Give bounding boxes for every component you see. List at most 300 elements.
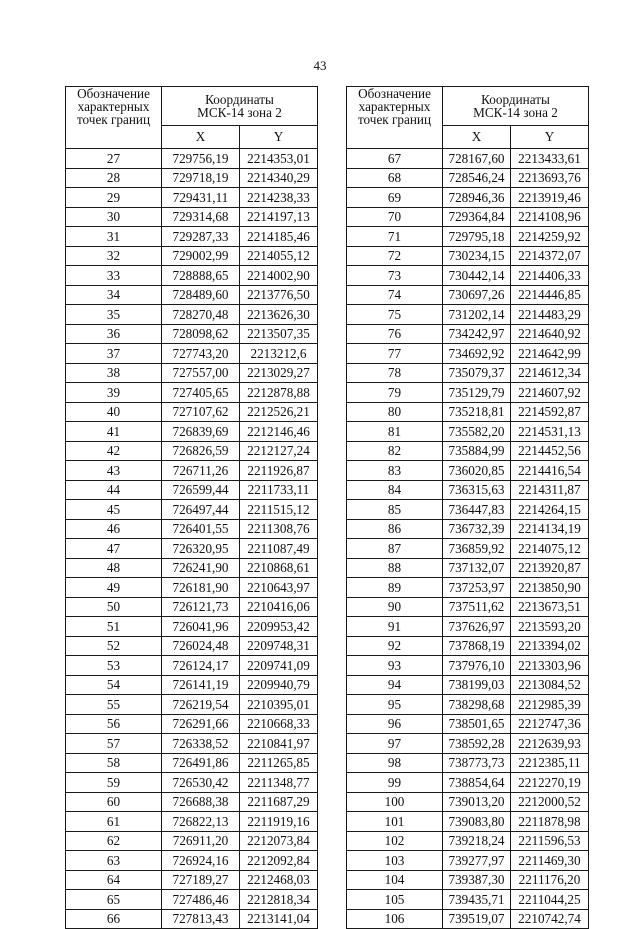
- point-number-cell: 32: [66, 246, 162, 266]
- table-row: [347, 890, 589, 910]
- point-number-cell: 53: [66, 656, 162, 676]
- point-number-cell: 87: [347, 539, 443, 559]
- y-coordinate-cell: 2214259,92: [511, 227, 589, 247]
- y-coordinate-cell: 2214238,33: [240, 188, 318, 208]
- table-row: [347, 500, 589, 520]
- table-row: [66, 422, 318, 442]
- x-coordinate-cell: 730697,26: [443, 285, 511, 305]
- x-coordinate-cell: 726688,38: [162, 792, 240, 812]
- x-coordinate-cell: 739519,07: [443, 909, 511, 929]
- table-row: [66, 266, 318, 286]
- point-number-cell: 46: [66, 519, 162, 539]
- point-number-cell: 97: [347, 734, 443, 754]
- x-coordinate-cell: 728946,36: [443, 188, 511, 208]
- table-row: [347, 675, 589, 695]
- point-number-cell: 93: [347, 656, 443, 676]
- y-coordinate-cell: 2214002,90: [240, 266, 318, 286]
- y-coordinate-cell: 2211087,49: [240, 539, 318, 559]
- point-number-cell: 51: [66, 617, 162, 637]
- x-header: X: [162, 126, 240, 149]
- coordinates-title: Координаты: [205, 91, 274, 107]
- point-number-cell: 66: [66, 909, 162, 929]
- x-coordinate-cell: 739083,80: [443, 812, 511, 832]
- table-row: [347, 480, 589, 500]
- x-coordinate-cell: 736020,85: [443, 461, 511, 481]
- table-row: [66, 812, 318, 832]
- table-row: [66, 461, 318, 481]
- y-coordinate-cell: 2212747,36: [511, 714, 589, 734]
- x-coordinate-cell: 726401,55: [162, 519, 240, 539]
- y-coordinate-cell: 2214592,87: [511, 402, 589, 422]
- y-coordinate-cell: 2213919,46: [511, 188, 589, 208]
- y-coordinate-cell: 2211265,85: [240, 753, 318, 773]
- table-row: [66, 617, 318, 637]
- table-row: [66, 714, 318, 734]
- x-coordinate-cell: 726924,16: [162, 851, 240, 871]
- point-number-cell: 38: [66, 363, 162, 383]
- table-body: [347, 149, 589, 929]
- x-coordinate-cell: 726320,95: [162, 539, 240, 559]
- y-coordinate-cell: 2212127,24: [240, 441, 318, 461]
- y-coordinate-cell: 2210416,06: [240, 597, 318, 617]
- table-row: [66, 792, 318, 812]
- point-number-cell: 86: [347, 519, 443, 539]
- x-coordinate-cell: 726219,54: [162, 695, 240, 715]
- table-row: [347, 578, 589, 598]
- y-coordinate-cell: 2209748,31: [240, 636, 318, 656]
- point-number-cell: 41: [66, 422, 162, 442]
- y-coordinate-cell: 2212000,52: [511, 792, 589, 812]
- point-number-cell: 83: [347, 461, 443, 481]
- table-row: [347, 363, 589, 383]
- point-number-cell: 106: [347, 909, 443, 929]
- x-coordinate-cell: 730442,14: [443, 266, 511, 286]
- x-coordinate-cell: 735129,79: [443, 383, 511, 403]
- y-coordinate-cell: 2213303,96: [511, 656, 589, 676]
- x-coordinate-cell: 726491,86: [162, 753, 240, 773]
- header-line-2: характерных: [358, 99, 431, 115]
- header-line-1: Обозначение: [77, 86, 150, 101]
- table-row: [347, 617, 589, 637]
- x-coordinate-cell: 737511,62: [443, 597, 511, 617]
- y-coordinate-cell: 2209741,09: [240, 656, 318, 676]
- y-header: Y: [240, 126, 318, 149]
- table-row: [347, 188, 589, 208]
- table-row: [347, 539, 589, 559]
- point-number-cell: 64: [66, 870, 162, 890]
- y-coordinate-cell: 2210643,97: [240, 578, 318, 598]
- x-coordinate-cell: 726338,52: [162, 734, 240, 754]
- x-coordinate-cell: 737253,97: [443, 578, 511, 598]
- header-line-3: точек границ: [357, 112, 432, 128]
- x-coordinate-cell: 728098,62: [162, 324, 240, 344]
- y-coordinate-cell: 2213593,20: [511, 617, 589, 637]
- y-coordinate-cell: 2214134,19: [511, 519, 589, 539]
- y-coordinate-cell: 2209953,42: [240, 617, 318, 637]
- table-row: [347, 168, 589, 188]
- point-number-cell: 61: [66, 812, 162, 832]
- table-row: [66, 558, 318, 578]
- x-coordinate-cell: 727743,20: [162, 344, 240, 364]
- x-coordinate-cell: 739013,20: [443, 792, 511, 812]
- x-coordinate-cell: 726024,48: [162, 636, 240, 656]
- y-coordinate-cell: 2214612,34: [511, 363, 589, 383]
- coordinate-system: МСК-14 зона 2: [473, 105, 558, 120]
- point-number-cell: 74: [347, 285, 443, 305]
- y-coordinate-cell: 2213212,6: [240, 344, 318, 364]
- y-coordinate-cell: 2212385,11: [511, 753, 589, 773]
- y-coordinate-cell: 2213433,61: [511, 149, 589, 169]
- y-coordinate-cell: 2214483,29: [511, 305, 589, 325]
- y-coordinate-cell: 2213673,51: [511, 597, 589, 617]
- x-coordinate-cell: 726241,90: [162, 558, 240, 578]
- page-number: 43: [313, 58, 327, 73]
- y-coordinate-cell: 2214406,33: [511, 266, 589, 286]
- coordinates-header: [162, 87, 318, 126]
- table-row: [66, 168, 318, 188]
- y-coordinate-cell: 2213029,27: [240, 363, 318, 383]
- y-coordinate-cell: 2214640,92: [511, 324, 589, 344]
- point-number-cell: 71: [347, 227, 443, 247]
- table-row: [347, 422, 589, 442]
- point-number-cell: 89: [347, 578, 443, 598]
- y-coordinate-cell: 2213141,04: [240, 909, 318, 929]
- table-row: [66, 734, 318, 754]
- table-row: [347, 831, 589, 851]
- table-row: [347, 441, 589, 461]
- coordinates-title: Координаты: [481, 91, 550, 107]
- x-coordinate-cell: 726911,20: [162, 831, 240, 851]
- point-number-cell: 94: [347, 675, 443, 695]
- x-coordinate-cell: 726121,73: [162, 597, 240, 617]
- point-number-cell: 103: [347, 851, 443, 871]
- table-row: [66, 656, 318, 676]
- table-row: [347, 305, 589, 325]
- point-number-cell: 33: [66, 266, 162, 286]
- y-coordinate-cell: 2211469,30: [511, 851, 589, 871]
- x-coordinate-cell: 727107,62: [162, 402, 240, 422]
- point-number-cell: 81: [347, 422, 443, 442]
- point-number-cell: 37: [66, 344, 162, 364]
- table-header: [66, 87, 318, 149]
- y-coordinate-cell: 2214340,29: [240, 168, 318, 188]
- point-number-cell: 82: [347, 441, 443, 461]
- table-row: [66, 851, 318, 871]
- table-row: [347, 149, 589, 169]
- coordinates-table-right: [346, 86, 589, 929]
- table-row: [66, 753, 318, 773]
- y-coordinate-cell: 2214531,13: [511, 422, 589, 442]
- table-row: [347, 714, 589, 734]
- point-number-cell: 79: [347, 383, 443, 403]
- table-row: [66, 480, 318, 500]
- x-coordinate-cell: 731202,14: [443, 305, 511, 325]
- y-coordinate-cell: 2209940,79: [240, 675, 318, 695]
- x-coordinate-cell: 739387,30: [443, 870, 511, 890]
- y-coordinate-cell: 2211596,53: [511, 831, 589, 851]
- table-row: [66, 773, 318, 793]
- x-coordinate-cell: 729431,11: [162, 188, 240, 208]
- x-coordinate-cell: 737868,19: [443, 636, 511, 656]
- point-number-cell: 68: [347, 168, 443, 188]
- table-row: [347, 383, 589, 403]
- point-number-cell: 91: [347, 617, 443, 637]
- point-number-cell: 29: [66, 188, 162, 208]
- point-number-cell: 36: [66, 324, 162, 344]
- x-coordinate-cell: 729002,99: [162, 246, 240, 266]
- y-coordinate-cell: 2211308,76: [240, 519, 318, 539]
- y-coordinate-cell: 2214108,96: [511, 207, 589, 227]
- x-coordinate-cell: 738773,73: [443, 753, 511, 773]
- x-coordinate-cell: 727486,46: [162, 890, 240, 910]
- y-coordinate-cell: 2212146,46: [240, 422, 318, 442]
- y-coordinate-cell: 2214264,15: [511, 500, 589, 520]
- x-coordinate-cell: 726181,90: [162, 578, 240, 598]
- table-row: [66, 363, 318, 383]
- y-coordinate-cell: 2214452,56: [511, 441, 589, 461]
- coordinates-header: [443, 87, 589, 126]
- coordinates-table-left: [65, 86, 318, 929]
- table-row: [66, 285, 318, 305]
- table-row: [347, 870, 589, 890]
- point-number-cell: 80: [347, 402, 443, 422]
- y-coordinate-cell: 2213626,30: [240, 305, 318, 325]
- table-row: [66, 149, 318, 169]
- x-coordinate-cell: 738199,03: [443, 675, 511, 695]
- table-row: [66, 402, 318, 422]
- point-number-cell: 35: [66, 305, 162, 325]
- x-coordinate-cell: 737626,97: [443, 617, 511, 637]
- table-row: [347, 207, 589, 227]
- table-row: [347, 656, 589, 676]
- y-coordinate-cell: 2211176,20: [511, 870, 589, 890]
- y-coordinate-cell: 2214075,12: [511, 539, 589, 559]
- table-row: [347, 792, 589, 812]
- y-coordinate-cell: 2214607,92: [511, 383, 589, 403]
- table-row: [347, 909, 589, 929]
- y-coordinate-cell: 2211515,12: [240, 500, 318, 520]
- point-number-cell: 58: [66, 753, 162, 773]
- table-row: [347, 344, 589, 364]
- table-row: [347, 324, 589, 344]
- x-coordinate-cell: 727189,27: [162, 870, 240, 890]
- point-number-cell: 48: [66, 558, 162, 578]
- point-number-cell: 70: [347, 207, 443, 227]
- y-coordinate-cell: 2214642,99: [511, 344, 589, 364]
- y-coordinate-cell: 2212092,84: [240, 851, 318, 871]
- point-number-cell: 39: [66, 383, 162, 403]
- point-number-cell: 60: [66, 792, 162, 812]
- x-coordinate-cell: 737976,10: [443, 656, 511, 676]
- point-number-cell: 57: [66, 734, 162, 754]
- table-row: [66, 383, 318, 403]
- x-coordinate-cell: 737132,07: [443, 558, 511, 578]
- point-number-cell: 99: [347, 773, 443, 793]
- y-coordinate-cell: 2213850,90: [511, 578, 589, 598]
- table-row: [66, 344, 318, 364]
- y-coordinate-cell: 2214197,13: [240, 207, 318, 227]
- table-row: [347, 636, 589, 656]
- x-coordinate-cell: 727557,00: [162, 363, 240, 383]
- point-number-cell: 52: [66, 636, 162, 656]
- y-coordinate-cell: 2211878,98: [511, 812, 589, 832]
- y-coordinate-cell: 2212468,03: [240, 870, 318, 890]
- table-row: [66, 519, 318, 539]
- point-number-cell: 84: [347, 480, 443, 500]
- table-row: [347, 753, 589, 773]
- table-row: [347, 285, 589, 305]
- table-row: [66, 909, 318, 929]
- table-row: [66, 695, 318, 715]
- x-coordinate-cell: 734242,97: [443, 324, 511, 344]
- y-coordinate-cell: 2211348,77: [240, 773, 318, 793]
- point-number-cell: 62: [66, 831, 162, 851]
- x-coordinate-cell: 729287,33: [162, 227, 240, 247]
- x-coordinate-cell: 727813,43: [162, 909, 240, 929]
- x-coordinate-cell: 726041,96: [162, 617, 240, 637]
- x-coordinate-cell: 726822,13: [162, 812, 240, 832]
- point-number-cell: 28: [66, 168, 162, 188]
- point-number-cell: 55: [66, 695, 162, 715]
- y-coordinate-cell: 2210841,97: [240, 734, 318, 754]
- y-coordinate-cell: 2212878,88: [240, 383, 318, 403]
- x-coordinate-cell: 726530,42: [162, 773, 240, 793]
- y-coordinate-cell: 2212818,34: [240, 890, 318, 910]
- x-coordinate-cell: 728167,60: [443, 149, 511, 169]
- x-coordinate-cell: 726124,17: [162, 656, 240, 676]
- y-coordinate-cell: 2210668,33: [240, 714, 318, 734]
- point-number-cell: 44: [66, 480, 162, 500]
- point-number-cell: 75: [347, 305, 443, 325]
- y-coordinate-cell: 2214055,12: [240, 246, 318, 266]
- header-line-3: точек границ: [76, 112, 151, 128]
- y-coordinate-cell: 2212073,84: [240, 831, 318, 851]
- y-coordinate-cell: 2210395,01: [240, 695, 318, 715]
- point-number-cell: 42: [66, 441, 162, 461]
- header-line-1: Обозначение: [358, 86, 431, 101]
- x-coordinate-cell: 736447,83: [443, 500, 511, 520]
- point-label-header: [66, 87, 162, 149]
- y-coordinate-cell: 2214446,85: [511, 285, 589, 305]
- table-row: [66, 246, 318, 266]
- x-coordinate-cell: 729756,19: [162, 149, 240, 169]
- point-number-cell: 92: [347, 636, 443, 656]
- x-coordinate-cell: 727405,65: [162, 383, 240, 403]
- point-number-cell: 49: [66, 578, 162, 598]
- table-row: [66, 188, 318, 208]
- table-row: [66, 324, 318, 344]
- point-number-cell: 34: [66, 285, 162, 305]
- x-coordinate-cell: 730234,15: [443, 246, 511, 266]
- table-row: [66, 441, 318, 461]
- x-coordinate-cell: 726599,44: [162, 480, 240, 500]
- table-row: [347, 558, 589, 578]
- point-number-cell: 76: [347, 324, 443, 344]
- x-header: X: [443, 126, 511, 149]
- table-row: [66, 636, 318, 656]
- point-number-cell: 90: [347, 597, 443, 617]
- point-number-cell: 47: [66, 539, 162, 559]
- point-number-cell: 105: [347, 890, 443, 910]
- x-coordinate-cell: 726711,26: [162, 461, 240, 481]
- y-coordinate-cell: 2212526,21: [240, 402, 318, 422]
- x-coordinate-cell: 726826,59: [162, 441, 240, 461]
- point-number-cell: 77: [347, 344, 443, 364]
- point-number-cell: 50: [66, 597, 162, 617]
- y-coordinate-cell: 2214416,54: [511, 461, 589, 481]
- y-coordinate-cell: 2214372,07: [511, 246, 589, 266]
- point-number-cell: 102: [347, 831, 443, 851]
- x-coordinate-cell: 736732,39: [443, 519, 511, 539]
- point-number-cell: 85: [347, 500, 443, 520]
- y-coordinate-cell: 2211919,16: [240, 812, 318, 832]
- x-coordinate-cell: 734692,92: [443, 344, 511, 364]
- table-row: [66, 539, 318, 559]
- y-coordinate-cell: 2213920,87: [511, 558, 589, 578]
- y-coordinate-cell: 2214311,87: [511, 480, 589, 500]
- x-coordinate-cell: 735884,99: [443, 441, 511, 461]
- x-coordinate-cell: 739277,97: [443, 851, 511, 871]
- table-row: [347, 266, 589, 286]
- y-coordinate-cell: 2210742,74: [511, 909, 589, 929]
- table-row: [347, 227, 589, 247]
- point-number-cell: 96: [347, 714, 443, 734]
- x-coordinate-cell: 728489,60: [162, 285, 240, 305]
- y-coordinate-cell: 2213507,35: [240, 324, 318, 344]
- y-coordinate-cell: 2213084,52: [511, 675, 589, 695]
- y-coordinate-cell: 2213776,50: [240, 285, 318, 305]
- table-row: [66, 597, 318, 617]
- x-coordinate-cell: 739435,71: [443, 890, 511, 910]
- table-row: [347, 402, 589, 422]
- y-coordinate-cell: 2214353,01: [240, 149, 318, 169]
- x-coordinate-cell: 726497,44: [162, 500, 240, 520]
- y-header: Y: [511, 126, 589, 149]
- x-coordinate-cell: 738298,68: [443, 695, 511, 715]
- point-number-cell: 100: [347, 792, 443, 812]
- x-coordinate-cell: 729718,19: [162, 168, 240, 188]
- table-row: [66, 675, 318, 695]
- y-coordinate-cell: 2213693,76: [511, 168, 589, 188]
- x-coordinate-cell: 729314,68: [162, 207, 240, 227]
- point-number-cell: 40: [66, 402, 162, 422]
- table-row: [66, 870, 318, 890]
- table-row: [347, 851, 589, 871]
- x-coordinate-cell: 739218,24: [443, 831, 511, 851]
- point-number-cell: 30: [66, 207, 162, 227]
- x-coordinate-cell: 735218,81: [443, 402, 511, 422]
- y-coordinate-cell: 2212270,19: [511, 773, 589, 793]
- table-row: [347, 812, 589, 832]
- y-coordinate-cell: 2210868,61: [240, 558, 318, 578]
- point-number-cell: 101: [347, 812, 443, 832]
- point-number-cell: 63: [66, 851, 162, 871]
- table-row: [66, 831, 318, 851]
- x-coordinate-cell: 726141,19: [162, 675, 240, 695]
- point-number-cell: 72: [347, 246, 443, 266]
- point-number-cell: 56: [66, 714, 162, 734]
- point-number-cell: 65: [66, 890, 162, 910]
- header-line-2: характерных: [77, 99, 150, 115]
- table-row: [347, 461, 589, 481]
- point-number-cell: 31: [66, 227, 162, 247]
- point-number-cell: 27: [66, 149, 162, 169]
- x-coordinate-cell: 726839,69: [162, 422, 240, 442]
- table-row: [66, 305, 318, 325]
- x-coordinate-cell: 729364,84: [443, 207, 511, 227]
- point-number-cell: 43: [66, 461, 162, 481]
- point-number-cell: 59: [66, 773, 162, 793]
